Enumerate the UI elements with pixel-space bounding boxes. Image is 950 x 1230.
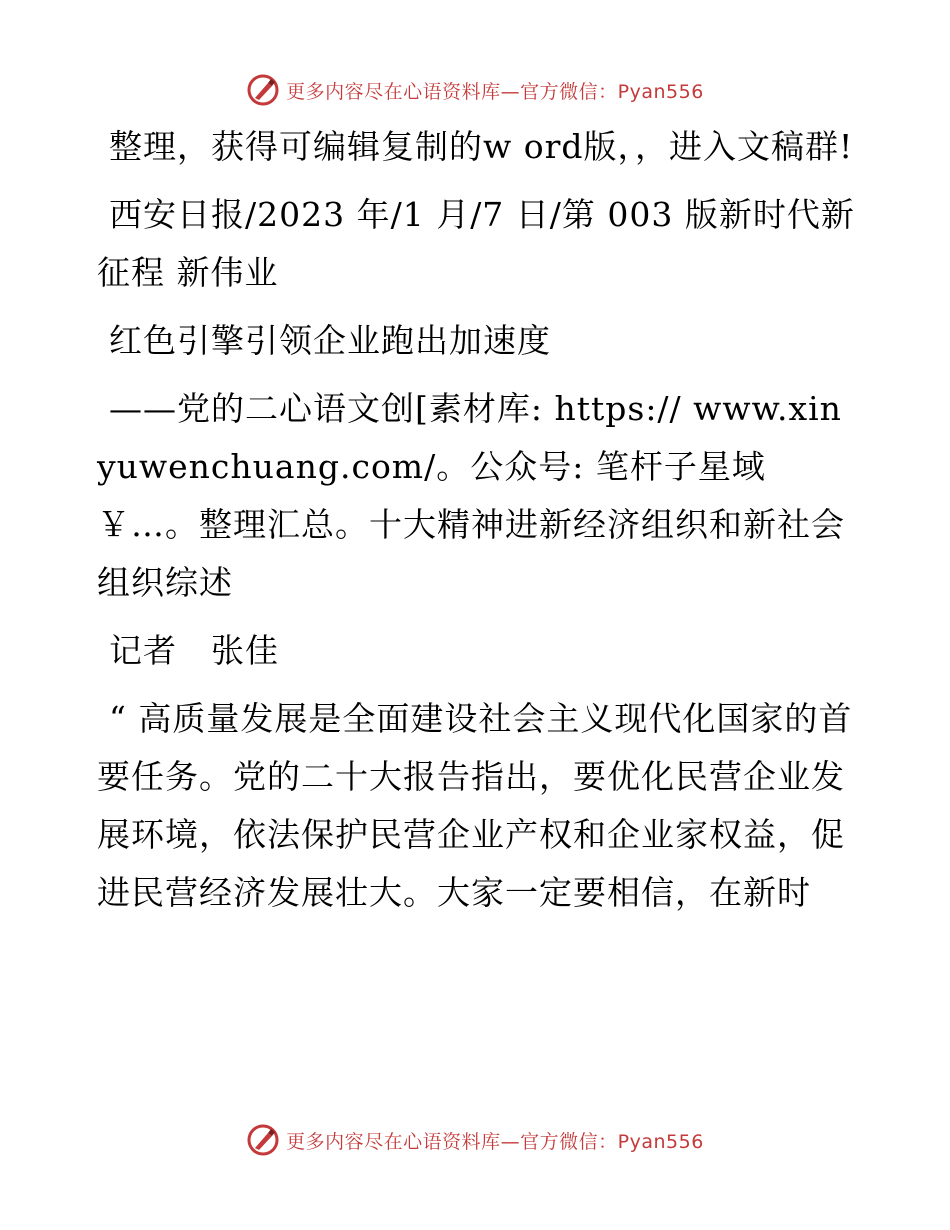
article-byline: 记者 张佳 xyxy=(109,631,279,670)
paragraph-intro: 整理，获得可编辑复制的w ord版，，进入文稿群! xyxy=(109,127,854,166)
article-subtitle: ——党的二心语文创[素材库: https:// www.xinyuwenchuang.com/。公众号: 笔杆子星域￥…。整理汇总。十大精神进新经济组织和新社会组织综述 xyxy=(97,389,845,602)
article-body-paragraph: “ 高质量发展是全面建设社会主义现代化国家的首要任务。党的二十大报告指出，要优化民营企业发展环境，依法保护民营企业产权和企业家权益，促进民营经济发展壮大。大家一定要相信，在新时 xyxy=(97,699,853,912)
watermark-text: 更多内容尽在心语资料库—官方微信：Pyan556 xyxy=(286,80,704,103)
article-title: 红色引擎引领企业跑出加速度 xyxy=(109,321,551,360)
document-body xyxy=(97,118,857,922)
footer-watermark xyxy=(0,1120,950,1160)
paragraph-source: 西安日报/2023 年/1 月/7 日/第 003 版新时代新征程 新伟业 xyxy=(97,195,855,292)
header-watermark xyxy=(0,70,950,110)
pen-seal-logo-icon xyxy=(246,73,280,107)
watermark-text: 更多内容尽在心语资料库—官方微信：Pyan556 xyxy=(286,1130,704,1153)
pen-seal-logo-icon xyxy=(246,1123,280,1157)
